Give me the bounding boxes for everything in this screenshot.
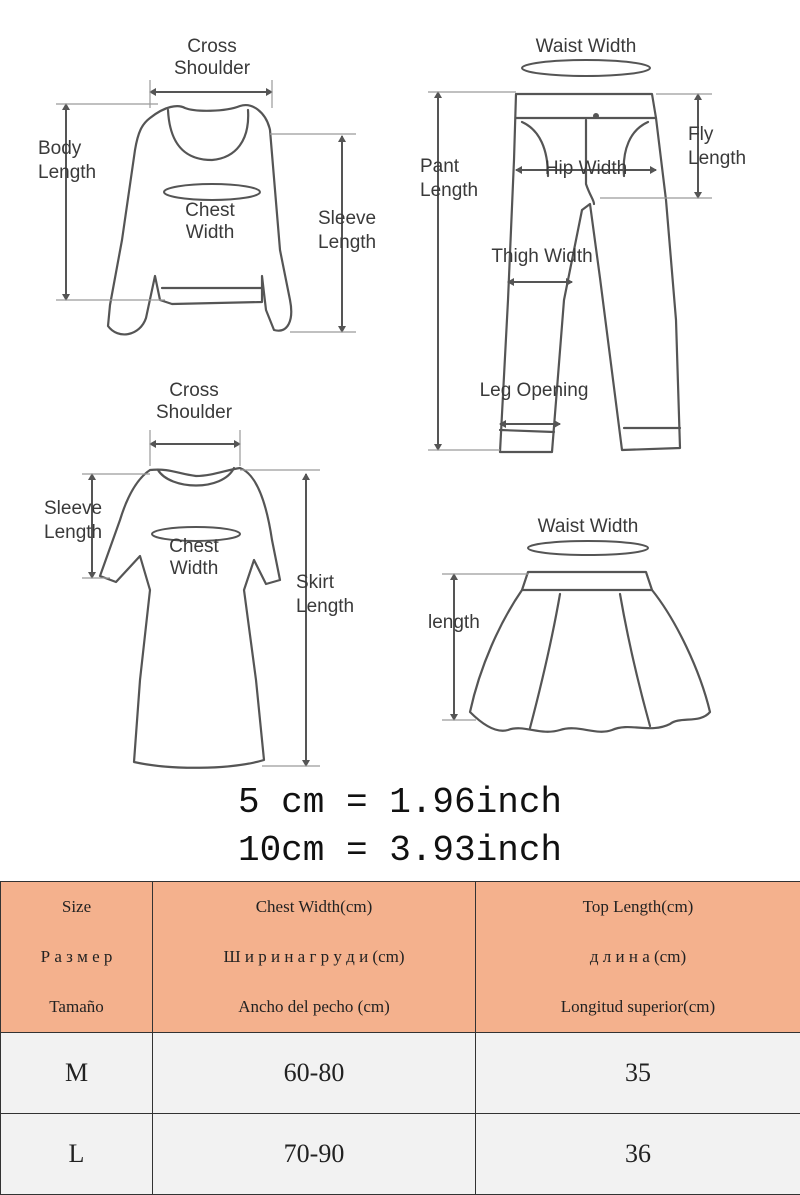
pants-hem-left — [500, 430, 554, 432]
dress-sleeve-length-label: Sleeve Length — [44, 498, 102, 543]
pants-fly-length-label: Fly Length — [688, 124, 746, 169]
sweater-cross-shoulder-label: Cross Shoulder — [174, 36, 251, 79]
cell-size: L — [1, 1114, 153, 1195]
skirt-diagram — [428, 516, 710, 732]
dress-outline — [100, 468, 280, 768]
sweater-body-length-label: Body Length — [38, 138, 96, 183]
header-size: Size Р а з м е р Tamaño — [1, 882, 153, 1033]
sweater-chest-width-label: Chest Width — [185, 200, 235, 243]
size-table — [0, 881, 800, 1195]
dress-chest-width-label: Chest Width — [169, 536, 219, 579]
pants-waist-width-label: Waist Width — [536, 36, 637, 57]
cell-chest-width: 70-90 — [153, 1114, 476, 1195]
table-row — [1, 1114, 800, 1195]
sweater-sleeve-length-label: Sleeve Length — [318, 208, 376, 253]
sweater-diagram — [38, 36, 376, 334]
cell-size: M — [1, 1033, 153, 1114]
skirt-waist-width-label: Waist Width — [538, 516, 639, 537]
cell-chest-width: 60-80 — [153, 1033, 476, 1114]
pants-hip-width-label: Hip Width — [545, 158, 627, 179]
dress-skirt-length-label: Skirt Length — [296, 572, 354, 617]
pants-diagram — [420, 36, 746, 452]
conversion-line-1: 5 cm = 1.96inch — [0, 782, 800, 823]
cell-top-length: 36 — [476, 1114, 800, 1195]
pants-pocket-right — [624, 122, 648, 176]
header-top-length: Top Length(cm) д л и н а (cm) Longitud superior(cm) — [476, 882, 800, 1033]
table-row — [1, 1033, 800, 1114]
header-chest-width: Chest Width(cm) Ш и р и н а г р у д и (cm) Ancho del pecho (cm) — [153, 882, 476, 1033]
pants-pant-length-label: Pant Length — [420, 156, 478, 201]
cell-top-length: 35 — [476, 1033, 800, 1114]
sweater-neckline — [168, 110, 248, 160]
skirt-fold-1 — [530, 594, 560, 728]
conversion-line-2: 10cm = 3.93inch — [0, 830, 800, 871]
skirt-fold-2 — [620, 594, 650, 726]
dress-diagram — [44, 380, 354, 768]
pants-leg-opening-label: Leg Opening — [480, 380, 589, 401]
dress-cross-shoulder-label: Cross Shoulder — [156, 380, 233, 423]
size-table-header — [1, 882, 800, 1033]
skirt-length-label: length — [428, 612, 480, 633]
pants-thigh-width-label: Thigh Width — [491, 246, 592, 267]
skirt-outline — [470, 572, 710, 732]
